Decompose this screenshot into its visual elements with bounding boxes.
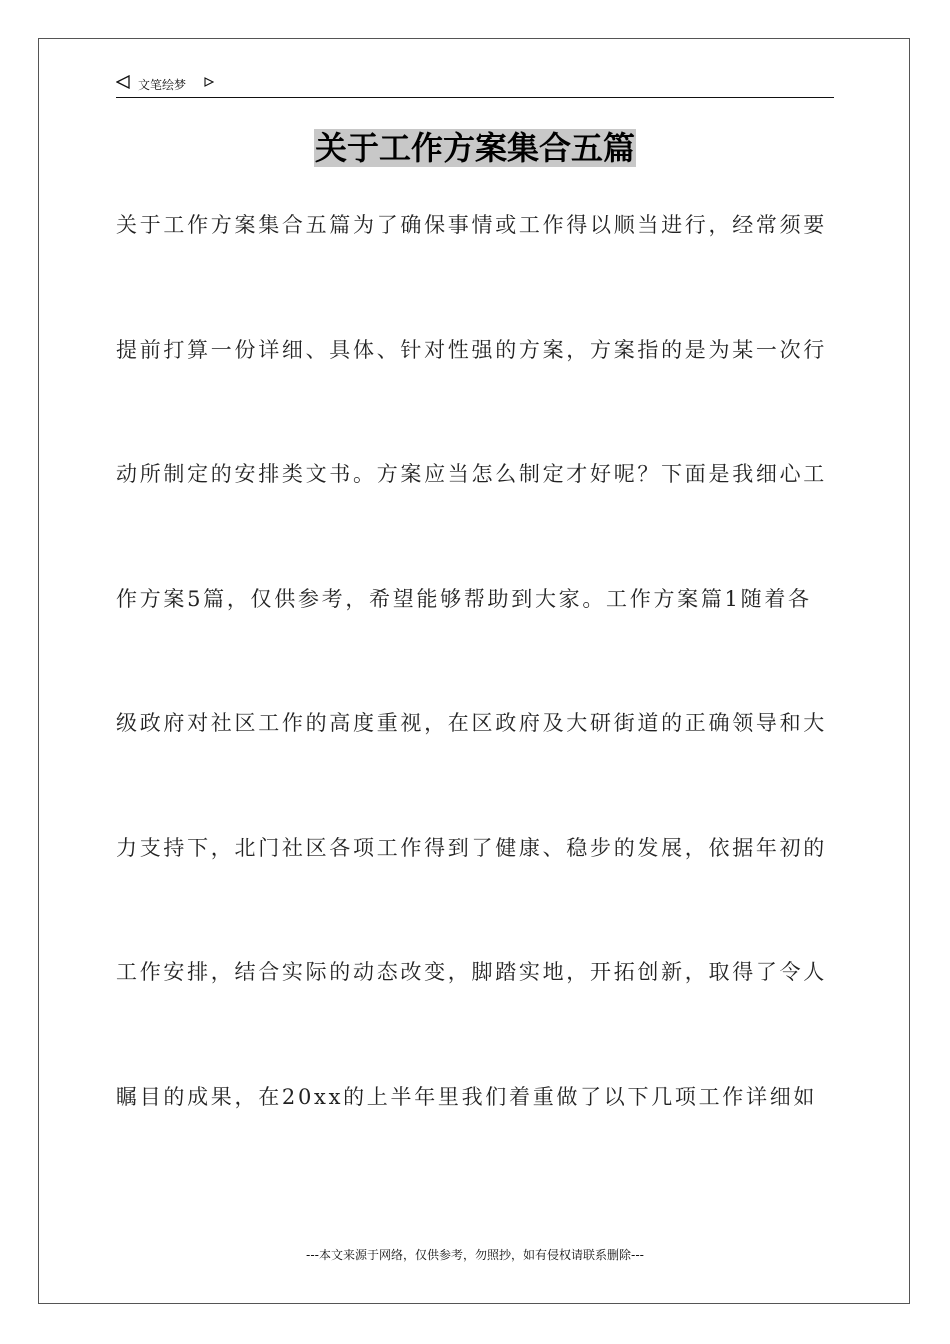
document-title-text: 关于工作方案集合五篇 bbox=[314, 129, 635, 167]
footer-disclaimer: ---本文来源于网络，仅供参考，勿照抄，如有侵权请联系删除--- bbox=[306, 1248, 644, 1262]
body-line: 动所制定的安排类文书。方案应当怎么制定才好呢？下面是我细心工 bbox=[116, 462, 827, 486]
document-title bbox=[0, 128, 950, 168]
body-line: 级政府对社区工作的高度重视，在区政府及大研街道的正确领导和大 bbox=[116, 711, 827, 735]
body-line: 工作安排，结合实际的动态改变，脚踏实地，开拓创新，取得了令人 bbox=[116, 960, 827, 984]
page-header bbox=[116, 72, 834, 98]
body-line: 作方案5篇，仅供参考，希望能够帮助到大家。工作方案篇1随着各 bbox=[116, 587, 812, 611]
header-label: 文笔绘梦 bbox=[138, 78, 187, 92]
body-line: 提前打算一份详细、具体、针对性强的方案，方案指的是为某一次行 bbox=[116, 338, 827, 362]
triangle-right-icon bbox=[204, 77, 214, 87]
triangle-left-icon bbox=[116, 75, 130, 89]
body-line: 瞩目的成果，在20xx的上半年里我们着重做了以下几项工作详细如 bbox=[116, 1085, 818, 1109]
body-line: 力支持下，北门社区各项工作得到了健康、稳步的发展，依据年初的 bbox=[116, 836, 827, 860]
body-line: 关于工作方案集合五篇为了确保事情或工作得以顺当进行，经常须要 bbox=[116, 213, 827, 237]
